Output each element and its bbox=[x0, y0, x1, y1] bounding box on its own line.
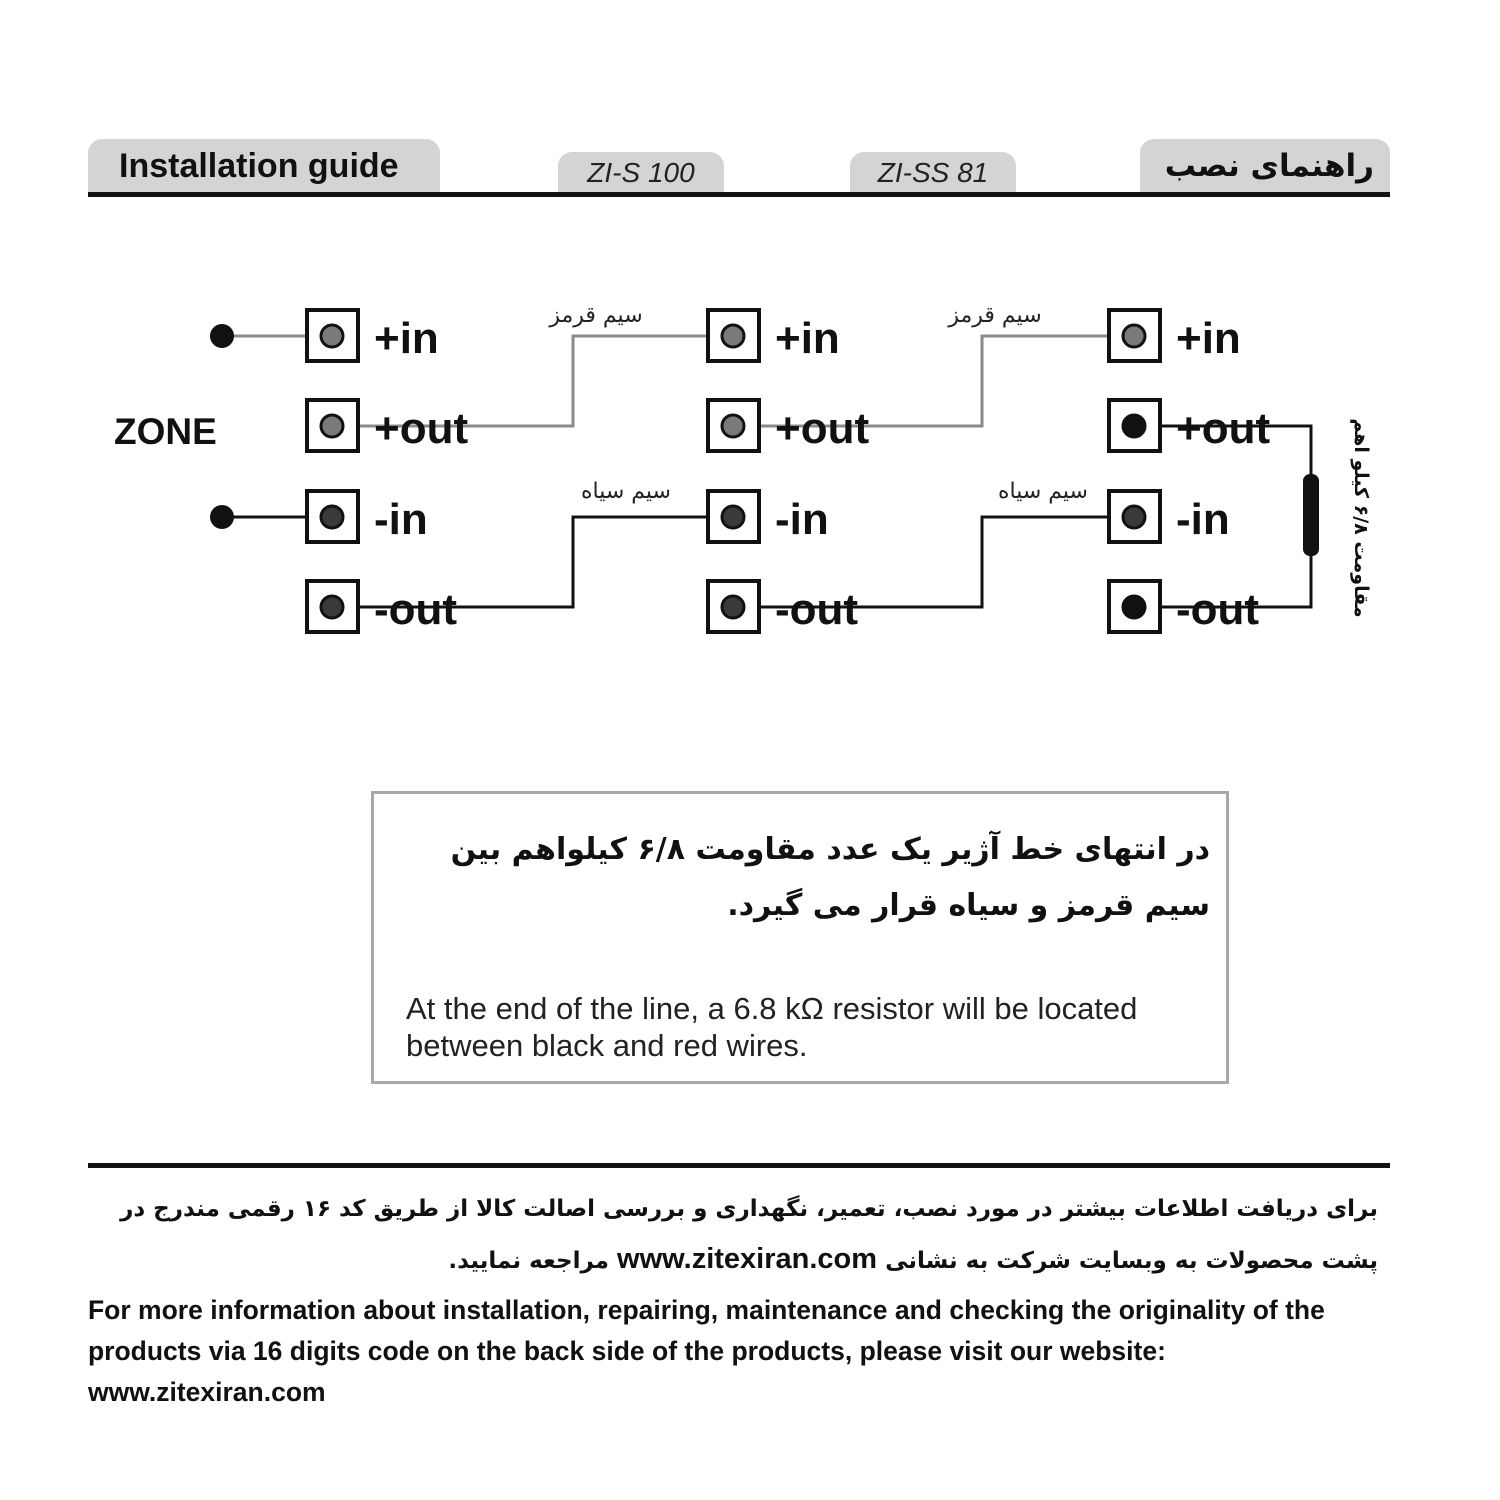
terminal-label: -out bbox=[775, 585, 859, 634]
terminal-label: -in bbox=[775, 495, 829, 544]
terminal-label: +in bbox=[374, 314, 439, 363]
title-fa: راهنمای نصب bbox=[1164, 148, 1374, 184]
zone-terminal-dot-negative bbox=[210, 505, 234, 529]
footer-fa-after-url: مراجعه نمایید. bbox=[448, 1248, 610, 1274]
model-label-2: ZI-SS 81 bbox=[877, 157, 989, 188]
footer-text-fa bbox=[90, 1184, 1378, 1286]
zone-label: ZONE bbox=[114, 411, 217, 452]
black-wire-label-1: سیم سیاه bbox=[580, 479, 672, 504]
footer-fa-url[interactable]: www.zitexiran.com bbox=[617, 1243, 878, 1275]
terminals bbox=[307, 310, 1270, 634]
terminal-dot bbox=[1123, 596, 1145, 618]
terminal-dot bbox=[321, 506, 343, 528]
red-wire-label-2: سیم قرمز bbox=[948, 303, 1042, 328]
footer-text-en: For more information about installation, repairing, maintenance and checking the originality of the products via 16 digits code on the back side of the products, please visit our website: www.zitexiran.com bbox=[88, 1295, 1325, 1407]
resistor-note-box bbox=[371, 791, 1229, 1084]
resistor-body bbox=[1303, 474, 1319, 556]
terminal-label: +out bbox=[775, 404, 870, 453]
terminal-label: +in bbox=[1176, 314, 1241, 363]
terminal-label: -in bbox=[1176, 495, 1230, 544]
terminal-label: +out bbox=[374, 404, 469, 453]
terminal-dot bbox=[722, 596, 744, 618]
terminal-label: -out bbox=[1176, 585, 1260, 634]
note-text-en: At the end of the line, a 6.8 kΩ resistor will be located between black and red wires. bbox=[406, 991, 1138, 1063]
terminal-dot bbox=[722, 325, 744, 347]
note-text-fa: در انتهای خط آژیر یک عدد مقاومت ۶/۸ کیلواهم بین سیم قرمز و سیاه قرار می گیرد. bbox=[450, 832, 1210, 923]
zone-terminal-dot-positive bbox=[210, 324, 234, 348]
terminal-dot bbox=[1123, 415, 1145, 437]
terminal-label: -in bbox=[374, 495, 428, 544]
terminal-label: -out bbox=[374, 585, 458, 634]
terminal-dot bbox=[722, 415, 744, 437]
footer-fa-before-url: برای دریافت اطلاعات بیشتر در مورد نصب، تعمیر، نگهداری و بررسی اصالت کالا از طریق کد ۱۶ رقمی مندرج در پشت محصولات به وبسایت شرکت به نشانی bbox=[120, 1196, 1378, 1274]
black-wire-label-2: سیم سیاه bbox=[997, 479, 1089, 504]
terminal-dot bbox=[321, 596, 343, 618]
red-wire-label-1: سیم قرمز bbox=[549, 303, 643, 328]
terminal-dot bbox=[1123, 325, 1145, 347]
model-label-1: ZI-S 100 bbox=[587, 157, 695, 188]
terminal-dot bbox=[321, 415, 343, 437]
terminal-label: +out bbox=[1176, 404, 1271, 453]
title-en: Installation guide bbox=[119, 147, 399, 185]
terminal-dot bbox=[321, 325, 343, 347]
wires bbox=[210, 324, 1319, 607]
footer-rule bbox=[88, 1163, 1390, 1168]
terminal-dot bbox=[722, 506, 744, 528]
terminal-label: +in bbox=[775, 314, 840, 363]
terminal-dot bbox=[1123, 506, 1145, 528]
resistor-label: مقاومت ۶/۸ کیلو اهم bbox=[1350, 418, 1372, 618]
